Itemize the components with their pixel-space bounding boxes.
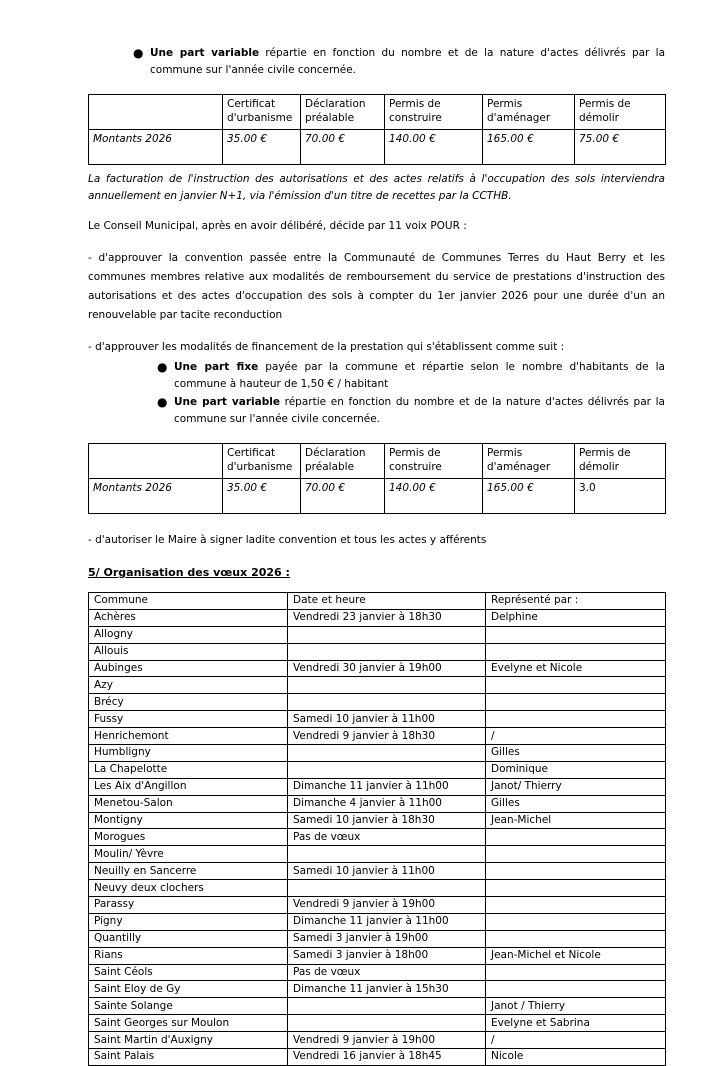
table-cell: Azy — [89, 677, 288, 694]
table-cell — [486, 930, 666, 947]
table-cell — [288, 998, 486, 1015]
table-cell — [288, 745, 486, 762]
table-cell — [486, 711, 666, 728]
table-cell: Evelyne et Nicole — [486, 660, 666, 677]
table-row — [89, 846, 666, 863]
table-cell — [288, 643, 486, 660]
table-cell: Pigny — [89, 913, 288, 930]
table-row — [89, 1015, 666, 1032]
table-cell — [486, 981, 666, 998]
table-cell: 3.0 — [575, 479, 666, 514]
column-header: Déclaration préalable — [301, 444, 385, 479]
part-fixe-text — [174, 359, 665, 393]
table-cell: Quantilly — [89, 930, 288, 947]
bullet-icon: ● — [157, 395, 168, 409]
intro-bullet-text — [150, 45, 665, 79]
table-cell: / — [486, 728, 666, 745]
table-cell: La Chapelotte — [89, 761, 288, 778]
table-row — [89, 479, 666, 514]
table-cell — [486, 694, 666, 711]
table-cell: 165.00 € — [483, 479, 575, 514]
approuver-modalites-paragraph: - d'approuver les modalités de financement de la prestation qui s'établissent comme suit : — [88, 341, 565, 353]
header-row — [89, 95, 666, 130]
bullet-item-part-fixe — [88, 359, 665, 393]
table-row — [89, 913, 666, 930]
intro-bullet-item — [88, 45, 665, 79]
header-row — [89, 593, 666, 610]
table-cell — [486, 897, 666, 914]
table-cell: 35.00 € — [223, 130, 301, 165]
column-header: Certificat d'urbanisme — [223, 444, 301, 479]
table-cell: Saint Martin d'Auxigny — [89, 1032, 288, 1049]
table-row — [89, 626, 666, 643]
table-cell — [288, 677, 486, 694]
column-header: Représenté par : — [486, 593, 666, 610]
table-row — [89, 880, 666, 897]
voeux-2026-table — [88, 592, 666, 1066]
table-cell: Samedi 3 janvier à 18h00 — [288, 947, 486, 964]
table-cell: Nicole — [486, 1049, 666, 1066]
table-cell: Les Aix d'Angillon — [89, 778, 288, 795]
table-row — [89, 1032, 666, 1049]
table-cell: Jean-Michel — [486, 812, 666, 829]
table-row — [89, 728, 666, 745]
table-cell: Allogny — [89, 626, 288, 643]
table-row — [89, 947, 666, 964]
table-cell: Moulin/ Yèvre — [89, 846, 288, 863]
table-cell — [288, 880, 486, 897]
table-cell: Janot/ Thierry — [486, 778, 666, 795]
table-cell — [486, 846, 666, 863]
table-cell: Neuilly en Sancerre — [89, 863, 288, 880]
table-cell: Vendredi 30 janvier à 19h00 — [288, 660, 486, 677]
table-cell — [288, 846, 486, 863]
table-cell: Samedi 10 janvier à 11h00 — [288, 711, 486, 728]
bullet-icon: ● — [133, 46, 144, 60]
table-cell: Montigny — [89, 812, 288, 829]
table-cell: Gilles — [486, 795, 666, 812]
table-cell: Fussy — [89, 711, 288, 728]
table-cell: Morogues — [89, 829, 288, 846]
column-header: Permis de démolir — [575, 444, 666, 479]
column-header — [89, 444, 223, 479]
table-cell: Jean-Michel et Nicole — [486, 947, 666, 964]
header-row — [89, 444, 666, 479]
table-cell: Janot / Thierry — [486, 998, 666, 1015]
modalites-bullet-list — [88, 359, 665, 428]
table-row — [89, 711, 666, 728]
bullet-item-part-variable — [88, 394, 665, 428]
table-cell: Dominique — [486, 761, 666, 778]
table-row — [89, 130, 666, 165]
table-row — [89, 1049, 666, 1066]
table-row — [89, 677, 666, 694]
table-cell: Gilles — [486, 745, 666, 762]
tariff-table-2026 — [88, 94, 666, 165]
table-cell: Samedi 3 janvier à 19h00 — [288, 930, 486, 947]
part-variable-text — [174, 394, 665, 428]
table-cell: Saint Georges sur Moulon — [89, 1015, 288, 1032]
column-header: Permis d'aménager — [483, 95, 575, 130]
table-cell: 140.00 € — [385, 130, 483, 165]
table-cell — [486, 913, 666, 930]
table-cell — [486, 863, 666, 880]
table-cell: 70.00 € — [301, 479, 385, 514]
table-cell: Saint Palais — [89, 1049, 288, 1066]
table-cell: Sainte Solange — [89, 998, 288, 1015]
table-cell: Dimanche 11 janvier à 15h30 — [288, 981, 486, 998]
table-cell: Pas de vœux — [288, 964, 486, 981]
table-row — [89, 964, 666, 981]
column-header: Commune — [89, 593, 288, 610]
table-cell: / — [486, 1032, 666, 1049]
table-row — [89, 998, 666, 1015]
table-cell: Vendredi 9 janvier à 19h00 — [288, 897, 486, 914]
table-row — [89, 609, 666, 626]
facturation-paragraph: La facturation de l'instruction des autorisations et des actes relatifs à l'occupation des sols interviendra annuellement en janvier N+1, via l'émission d'un titre de recettes par la CCTHB. — [88, 173, 665, 202]
part-fixe-bold: Une part fixe — [174, 361, 259, 373]
table-cell: Montants 2026 — [89, 479, 223, 514]
table-cell — [486, 677, 666, 694]
table-cell — [486, 626, 666, 643]
table-cell: Aubinges — [89, 660, 288, 677]
approuver-convention-paragraph: - d'approuver la convention passée entre la Communauté de Communes Terres du Haut Berry et les communes membres relative aux modalités de remboursement du service de prestations d'instruction des autorisations et des actes d'occupation des sols à compter du 1er janvier 2026 pour une durée d'un an renouvelable par tacite reconduction — [88, 252, 665, 321]
table-cell: Henrichemont — [89, 728, 288, 745]
column-header — [89, 95, 223, 130]
table-cell: Rians — [89, 947, 288, 964]
table-row — [89, 660, 666, 677]
table-row — [89, 897, 666, 914]
table-cell: Menetou-Salon — [89, 795, 288, 812]
tariff-table-2026-second — [88, 443, 666, 514]
table-cell: Dimanche 11 janvier à 11h00 — [288, 913, 486, 930]
table-cell: Neuvy deux clochers — [89, 880, 288, 897]
table-cell — [486, 829, 666, 846]
table-cell: 75.00 € — [575, 130, 666, 165]
table-cell: Vendredi 9 janvier à 18h30 — [288, 728, 486, 745]
intro-bullet-bold: Une part variable — [150, 47, 260, 59]
table-cell: 70.00 € — [301, 130, 385, 165]
part-variable-bold: Une part variable — [174, 396, 280, 408]
table-cell: Pas de vœux — [288, 829, 486, 846]
table-cell: Allouis — [89, 643, 288, 660]
column-header: Permis d'aménager — [483, 444, 575, 479]
table-cell — [288, 761, 486, 778]
table-cell: Vendredi 16 janvier à 18h45 — [288, 1049, 486, 1066]
table-cell: Evelyne et Sabrina — [486, 1015, 666, 1032]
table-cell — [486, 964, 666, 981]
table-cell — [486, 880, 666, 897]
table-cell — [288, 626, 486, 643]
column-header: Permis de démolir — [575, 95, 666, 130]
table-row — [89, 694, 666, 711]
table-row — [89, 745, 666, 762]
table-cell — [486, 643, 666, 660]
part-fixe-rest: payée par la commune et répartie selon le nombre d'habitants de la commune à hauteur de 1,50 € / habitant — [174, 361, 665, 390]
part-variable-rest: répartie en fonction du nombre et de la nature d'actes délivrés par la commune sur l'année civile concernée. — [174, 396, 665, 425]
table-cell: 140.00 € — [385, 479, 483, 514]
column-header: Permis de construire — [385, 95, 483, 130]
column-header: Date et heure — [288, 593, 486, 610]
table-cell: Dimanche 4 janvier à 11h00 — [288, 795, 486, 812]
table-cell — [288, 1015, 486, 1032]
table-cell: Achères — [89, 609, 288, 626]
table-row — [89, 643, 666, 660]
table-cell: Dimanche 11 janvier à 11h00 — [288, 778, 486, 795]
table-cell: Brécy — [89, 694, 288, 711]
table-row — [89, 930, 666, 947]
bullet-icon: ● — [157, 360, 168, 374]
autoriser-paragraph: - d'autoriser le Maire à signer ladite convention et tous les actes y afférents — [88, 534, 487, 546]
table-cell: 165.00 € — [483, 130, 575, 165]
intro-bullet-rest: répartie en fonction du nombre et de la nature d'actes délivrés par la commune sur l'année civile concernée. — [150, 47, 665, 76]
table-row — [89, 829, 666, 846]
table-cell: Samedi 10 janvier à 11h00 — [288, 863, 486, 880]
table-row — [89, 795, 666, 812]
table-cell: Saint Céols — [89, 964, 288, 981]
table-row — [89, 863, 666, 880]
table-row — [89, 778, 666, 795]
table-cell: Samedi 10 janvier à 18h30 — [288, 812, 486, 829]
table-cell: Montants 2026 — [89, 130, 223, 165]
table-cell: 35.00 € — [223, 479, 301, 514]
column-header: Certificat d'urbanisme — [223, 95, 301, 130]
table-cell: Parassy — [89, 897, 288, 914]
table-row — [89, 981, 666, 998]
table-cell: Saint Eloy de Gy — [89, 981, 288, 998]
table-cell: Delphine — [486, 609, 666, 626]
table-cell: Vendredi 9 janvier à 19h00 — [288, 1032, 486, 1049]
column-header: Déclaration préalable — [301, 95, 385, 130]
table-cell: Humbligny — [89, 745, 288, 762]
column-header: Permis de construire — [385, 444, 483, 479]
table-row — [89, 812, 666, 829]
conseil-paragraph: Le Conseil Municipal, après en avoir délibéré, décide par 11 voix POUR : — [88, 220, 467, 232]
table-cell — [288, 694, 486, 711]
table-cell: Vendredi 23 janvier à 18h30 — [288, 609, 486, 626]
section5-heading: 5/ Organisation des vœux 2026 : — [88, 566, 290, 579]
table-row — [89, 761, 666, 778]
